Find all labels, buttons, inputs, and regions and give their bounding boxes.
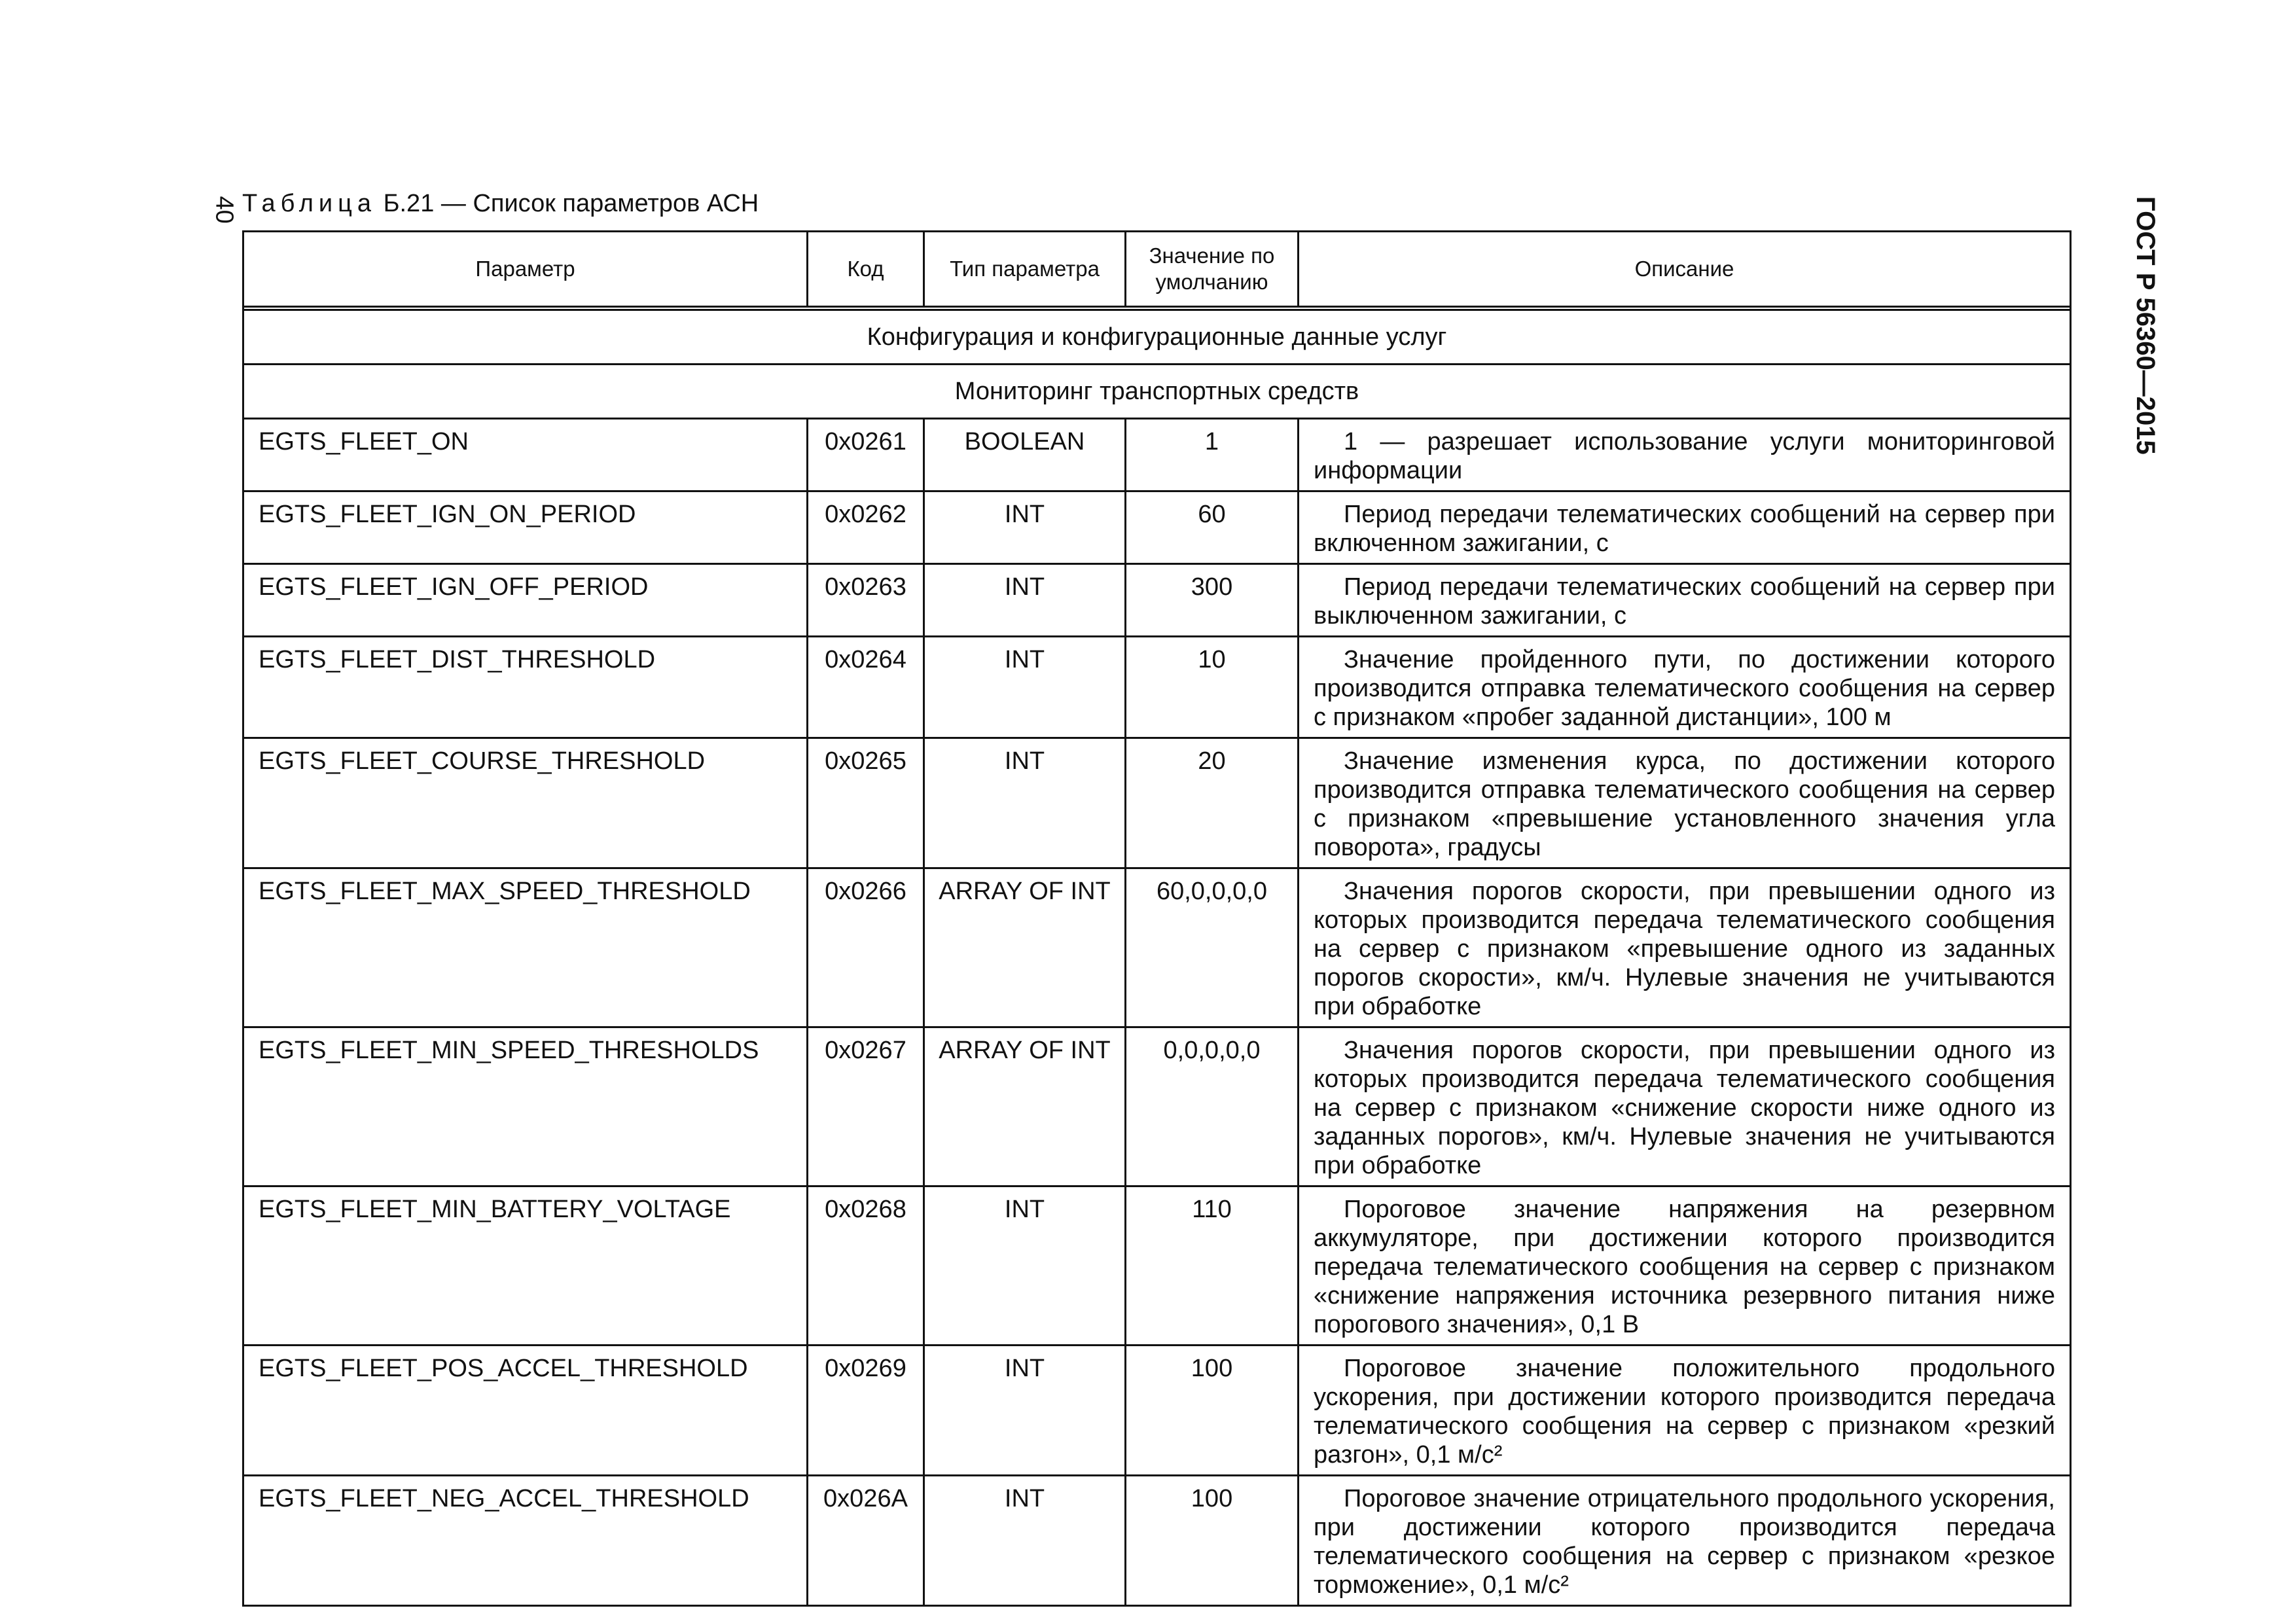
param-type: INT: [1004, 1196, 1045, 1223]
param-code: 0x0268: [825, 1196, 906, 1223]
param-type: INT: [1004, 501, 1045, 528]
param-description: Период передачи телематических сообщений на сервер при выключенном зажигании, с: [1314, 573, 2055, 630]
subsection-row: [243, 365, 2071, 419]
param-code: 0x0265: [825, 747, 906, 775]
page-number: 40: [210, 196, 238, 224]
param-default: 300: [1191, 573, 1233, 601]
param-code: 0x0264: [825, 646, 906, 673]
table-row: [243, 564, 2071, 637]
param-default: 110: [1192, 1196, 1232, 1223]
subsection-title: Мониторинг транспортных средств: [243, 365, 2071, 419]
table-row: [243, 1346, 2071, 1476]
table-row: [243, 419, 2071, 491]
caption-label: Таблица: [242, 190, 376, 217]
param-type: ARRAY OF INT: [939, 1037, 1111, 1064]
param-name: EGTS_FLEET_MIN_BATTERY_VOLTAGE: [259, 1196, 731, 1223]
section-row: [243, 310, 2071, 365]
param-description: Значения порогов скорости, при превышении одного из которых производится передача телематического сообщения на сервер с признаком «снижение скорости ниже одного из заданных порогов», км/ч. Нулевые значения не учитываются при обработке: [1314, 1037, 2055, 1179]
param-type: INT: [1004, 747, 1045, 775]
table-row: [243, 868, 2071, 1027]
param-default: 100: [1191, 1355, 1233, 1382]
param-type: ARRAY OF INT: [939, 878, 1111, 905]
param-default: 1: [1204, 428, 1219, 455]
header-type: Тип параметра: [924, 232, 1126, 307]
param-default: 60,0,0,0,0: [1156, 878, 1268, 905]
param-code: 0x0261: [825, 428, 906, 455]
param-name: EGTS_FLEET_POS_ACCEL_THRESHOLD: [259, 1355, 748, 1382]
header-code: Код: [808, 232, 924, 307]
param-description: Значение пройденного пути, по достижении которого производится отправка телематического сообщения на сервер с признаком «пробег заданной дистанции», 100 м: [1314, 646, 2055, 731]
param-description: 1 — разрешает использование услуги мониторинговой информации: [1314, 428, 2055, 484]
param-name: EGTS_FLEET_NEG_ACCEL_THRESHOLD: [259, 1485, 749, 1512]
header-default: Значение по умолчанию: [1126, 232, 1299, 307]
param-name: EGTS_FLEET_IGN_ON_PERIOD: [259, 501, 636, 528]
param-name: EGTS_FLEET_ON: [259, 428, 469, 455]
param-name: EGTS_FLEET_DIST_THRESHOLD: [259, 646, 656, 673]
param-code: 0x026A: [823, 1485, 908, 1512]
header-parameter: Параметр: [243, 232, 808, 307]
table-header-row: [243, 232, 2071, 307]
param-name: EGTS_FLEET_MIN_SPEED_THRESHOLDS: [259, 1037, 759, 1064]
header-description: Описание: [1299, 232, 2071, 307]
param-description: Значение изменения курса, по достижении которого производится отправка телематического сообщения на сервер с признаком «превышение установленного значения угла поворота», градусы: [1314, 747, 2055, 861]
param-description: Значения порогов скорости, при превышении одного из которых производится передача телематического сообщения на сервер с признаком «превышение одного из заданных порогов скорости», км/ч. Нулевые значения не учитываются при обработке: [1314, 878, 2055, 1020]
table-caption: [242, 190, 759, 218]
section-title: Конфигурация и конфигурационные данные услуг: [243, 310, 2071, 365]
param-default: 100: [1191, 1485, 1233, 1512]
table-row: [243, 637, 2071, 738]
parameters-table: [242, 230, 2072, 1607]
param-code: 0x0267: [825, 1037, 906, 1064]
param-type: INT: [1004, 1355, 1045, 1382]
param-description: Пороговое значение положительного продольного ускорения, при достижении которого производится передача телематического сообщения на сервер с признаком «резкий разгон», 0,1 м/с²: [1314, 1355, 2055, 1469]
param-type: INT: [1004, 646, 1045, 673]
caption-text: Б.21 — Список параметров АСН: [383, 190, 759, 217]
param-code: 0x0262: [825, 501, 906, 528]
param-default: 20: [1198, 747, 1226, 775]
param-code: 0x0266: [825, 878, 906, 905]
param-default: 0,0,0,0,0: [1163, 1037, 1261, 1064]
param-description: Период передачи телематических сообщений на сервер при включенном зажигании, с: [1314, 501, 2055, 557]
table-row: [243, 1027, 2071, 1186]
table-row: [243, 491, 2071, 564]
param-code: 0x0269: [825, 1355, 906, 1382]
param-type: BOOLEAN: [964, 428, 1085, 455]
table-row: [243, 1476, 2071, 1606]
table-row: [243, 1186, 2071, 1346]
table-row: [243, 738, 2071, 868]
param-default: 10: [1198, 646, 1226, 673]
param-default: 60: [1198, 501, 1226, 528]
param-type: INT: [1004, 1485, 1045, 1512]
param-description: Пороговое значение отрицательного продольного ускорения, при достижении которого производится передача телематического сообщения на сервер с признаком «резкое торможение», 0,1 м/с²: [1314, 1485, 2055, 1599]
param-type: INT: [1004, 573, 1045, 601]
standard-code: ГОСТ Р 56360—2015: [2131, 196, 2160, 455]
param-code: 0x0263: [825, 573, 906, 601]
param-description: Пороговое значение напряжения на резервном аккумуляторе, при достижении которого производится передача телематического сообщения на сервер с признаком «снижение напряжения источника резервного питания ниже порогового значения», 0,1 В: [1314, 1196, 2055, 1338]
param-name: EGTS_FLEET_IGN_OFF_PERIOD: [259, 573, 649, 601]
param-name: EGTS_FLEET_MAX_SPEED_THRESHOLD: [259, 878, 751, 905]
param-name: EGTS_FLEET_COURSE_THRESHOLD: [259, 747, 706, 775]
